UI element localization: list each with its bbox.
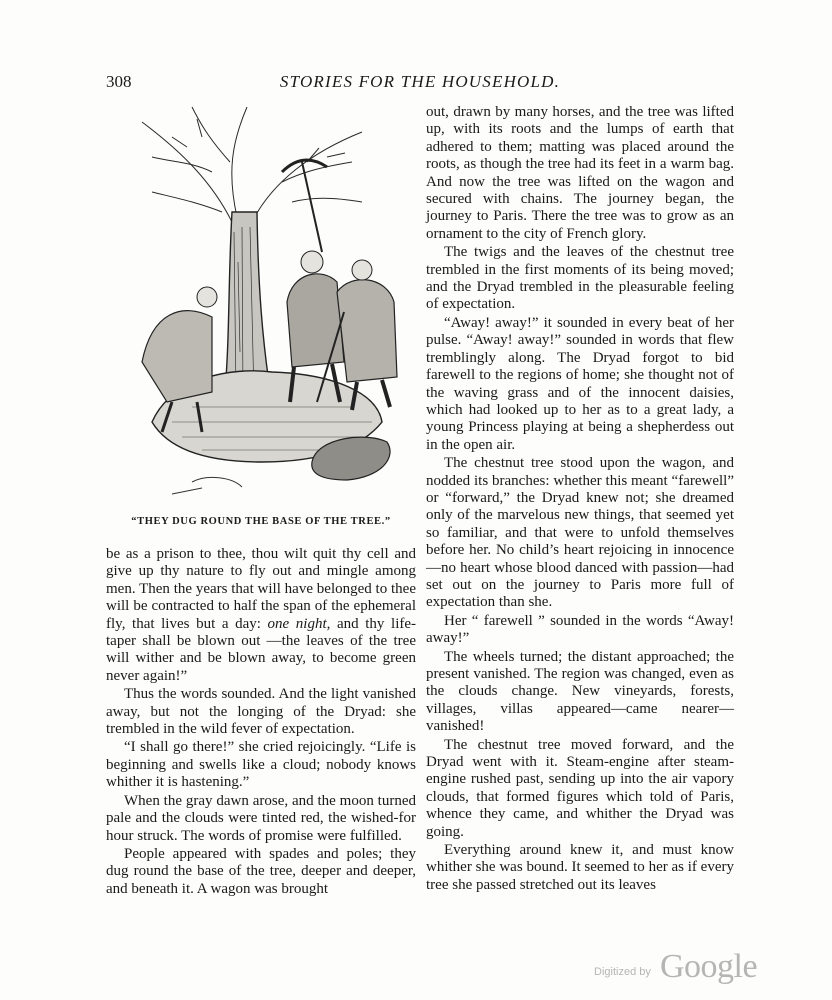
paragraph: The wheels turned; the distant approached; the present vanished. The region was changed, even as the clouds change. New vineyards, forests, villages, villas appeared—came nearer— vanished! <box>426 648 734 735</box>
digitized-watermark <box>594 948 774 988</box>
paragraph: “I shall go there!” she cried rejoicingly. “Life is beginning and swells like a cloud; nobody knows whither it is hastening.” <box>106 739 416 791</box>
paragraph-text: be as a prison to thee, thou wilt quit thy cell and give up thy nature to fly out and mingle among men. Then the years that will have belonged to thee will be contracted to half the span of the ephemeral fly, that lives but a day: <box>106 546 416 632</box>
watermark-prefix: Digitized by <box>594 966 651 978</box>
running-title: STORIES FOR THE HOUSEHOLD. <box>279 72 561 91</box>
paragraph: Everything around knew it, and must know whither she was bound. It seemed to her as if every tree she passed stretched out its leaves <box>426 842 734 893</box>
paragraph-text: and thy life-taper shall be blown out —the leaves of the tree will wither and be blown away, to become green never again!” <box>106 615 417 684</box>
paragraph: The chestnut tree moved forward, and the Dryad went with it. Steam-engine after steamengine rushed past, sending up into the air vapory clouds, that formed figures which told of Paris, whence they came, and whither the Dryad was going. <box>426 736 734 840</box>
emphasis-text: one night, <box>267 615 331 632</box>
tree-digging-engraving <box>112 102 412 502</box>
paragraph: People appeared with spades and poles; they dug round the base of the tree, deeper and deeper, and beneath it. A wagon was brought <box>106 845 416 897</box>
watermark-brand: Google <box>660 948 758 985</box>
illustration-caption: “THEY DUG ROUND THE BASE OF THE TREE.” <box>131 516 391 527</box>
page-number: 308 <box>106 72 132 91</box>
paragraph: The twigs and the leaves of the chestnut tree trembled in the first moments of its being moved; and the Dryad trembled in the pleasurable feeling of expectation. <box>426 244 734 313</box>
paragraph: The chestnut tree stood upon the wagon, and nodded its branches: whether this meant “farewell” or “forward,” the Dryad knew not; she dreamed only of the marvelous new things, that seemed yet so familiar, and that were to unfold themselves before her. No child’s heart rejoicing in innocence—no heart whose blood danced with passion—had set out on the journey to Paris more full of expectation than she. <box>426 455 734 611</box>
paragraph: out, drawn by many horses, and the tree was lifted up, with its roots and the lumps of earth that adhered to them; matting was placed around the roots, as though the tree had its feet in a warm bag. And now the tree was lifted on the wagon and secured with chains. The journey began, the journey to Paris. There the tree was to grow as an ornament to the city of French glory. <box>426 104 734 242</box>
engraving-illustration <box>112 102 412 502</box>
paragraph <box>106 546 416 685</box>
left-column <box>106 546 416 898</box>
page-header <box>106 72 734 96</box>
right-column <box>426 104 734 894</box>
paragraph: Thus the words sounded. And the light vanished away, but not the longing of the Dryad: she trembled in the wild fever of expectation. <box>106 686 416 738</box>
paragraph: “Away! away!” it sounded in every beat of her pulse. “Away! away!” sounded in words that flew tremblingly along. The Dryad forgot to bid farewell to the regions of home; she thought not of the waving grass and of the innocent daisies, which had looked up to her as to a great lady, a young Princess playing at being a shepherdess out in the open air. <box>426 314 734 453</box>
paragraph: Her “ farewell ” sounded in the words “Away! away!” <box>426 612 734 647</box>
paragraph: When the gray dawn arose, and the moon turned pale and the clouds were tinted red, the wished-for hour struck. The words of promise were fulfilled. <box>106 792 416 844</box>
